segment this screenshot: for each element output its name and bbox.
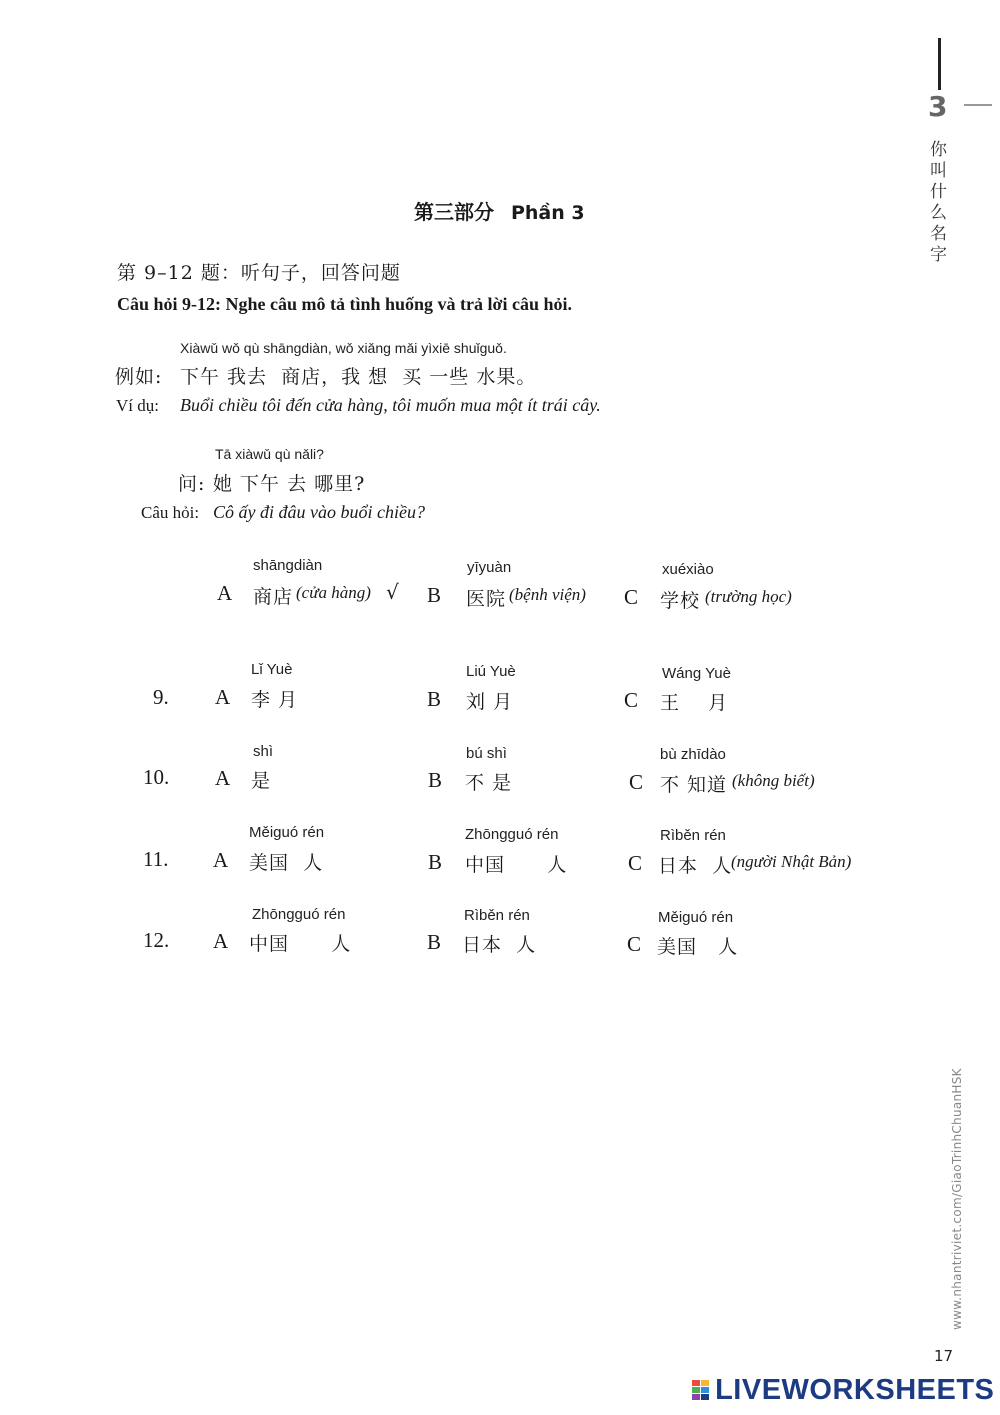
section-title: [414, 196, 585, 225]
option-letter: C: [624, 688, 639, 712]
option-vi: (người Nhật Bản): [731, 852, 852, 871]
option-cn: 日本 人: [658, 855, 733, 877]
option-letter: C: [624, 585, 639, 609]
option-cn: 刘 月: [466, 691, 514, 713]
chapter-title-char: 名: [930, 224, 947, 244]
example-label-vi: Ví dụ:: [116, 396, 159, 415]
option-pinyin: shì: [253, 743, 274, 760]
option-letter: A: [213, 929, 229, 953]
option-cn: 李 月: [251, 689, 299, 711]
question-number: 10.: [143, 765, 170, 789]
option-cn: 日本 人: [462, 934, 537, 956]
instructions-cn: 第 9–12 题：听句子，回答问题: [117, 262, 401, 284]
option-letter: A: [215, 766, 231, 790]
option-letter: B: [427, 930, 442, 954]
option-cn: 不 是: [465, 772, 513, 794]
option-pinyin: bú shì: [466, 745, 507, 762]
example-pinyin: Xiàwǔ wǒ qù shāngdiàn, wǒ xiǎng mǎi yìxiē shuǐguǒ.: [180, 340, 507, 356]
option-cn: 王 月: [660, 692, 729, 714]
chapter-title-char: 么: [930, 203, 947, 223]
question-label-cn: 问:: [178, 473, 206, 495]
option-letter: A: [217, 581, 233, 605]
question-pinyin: Tā xiàwǔ qù nǎli?: [215, 446, 324, 462]
option-pinyin: yīyuàn: [467, 559, 512, 576]
option-pinyin: Měiguó rén: [658, 909, 734, 926]
option-cn: 不 知道: [660, 774, 728, 796]
question-number: 9.: [153, 685, 169, 709]
option-letter: A: [215, 685, 231, 709]
chapter-title-char: 字: [930, 245, 947, 265]
option-pinyin: Rìběn rén: [660, 827, 726, 844]
question-label-vi: Câu hỏi:: [141, 503, 200, 522]
option-letter: B: [427, 687, 442, 711]
option-cn: 中国 人: [465, 854, 568, 876]
question-cn: 她 下午 去 哪里?: [213, 473, 366, 495]
page-number: 17: [934, 1347, 954, 1365]
option-pinyin: xuéxiào: [662, 561, 714, 578]
section-title-vi: Phần 3: [510, 202, 585, 224]
example-label-cn: 例如:: [115, 366, 163, 388]
option-letter: C: [628, 851, 643, 875]
option-pinyin: Zhōngguó rén: [465, 826, 559, 843]
option-vi: (cửa hàng): [296, 583, 371, 602]
chapter-title-char: 叫: [930, 161, 947, 181]
option-cn: 学校: [660, 590, 701, 612]
option-letter: C: [629, 770, 644, 794]
option-pinyin: Liú Yuè: [466, 663, 516, 680]
option-letter: B: [427, 583, 442, 607]
checkmark-icon: √: [386, 580, 399, 604]
liveworksheets-logo-text: LIVEWORKSHEETS: [715, 1374, 995, 1406]
chapter-title-char: 什: [930, 182, 947, 202]
option-pinyin: Wáng Yuè: [662, 665, 731, 682]
option-vi: (trường học): [705, 587, 792, 606]
example-sentence-cn: 下午 我去 商店，我 想 买 一些 水果。: [180, 366, 537, 388]
option-pinyin: Lǐ Yuè: [251, 661, 293, 678]
liveworksheets-logo: [692, 1374, 994, 1407]
chapter-number: 3: [928, 90, 948, 123]
chapter-tab-dash: [964, 104, 992, 106]
option-letter: B: [428, 850, 443, 874]
option-vi: (không biết): [732, 771, 815, 790]
option-vi: (bệnh viện): [509, 585, 586, 604]
option-cn: 美国 人: [657, 936, 739, 958]
option-cn: 是: [251, 770, 272, 792]
chapter-tab-line-top: [938, 38, 941, 90]
option-letter: C: [627, 932, 642, 956]
option-pinyin: shāngdiàn: [253, 557, 323, 574]
option-cn: 美国 人: [249, 852, 324, 874]
option-cn: 商店: [253, 586, 294, 608]
option-pinyin: Rìběn rén: [464, 907, 530, 924]
option-letter: A: [213, 848, 229, 872]
option-letter: B: [428, 768, 443, 792]
example-sentence-vi: Buổi chiều tôi đến cửa hàng, tôi muốn mua một ít trái cây.: [180, 395, 601, 415]
section-title-cn: 第三部分: [414, 200, 494, 224]
liveworksheets-logo-icon: [692, 1380, 710, 1402]
option-pinyin: Měiguó rén: [249, 824, 325, 841]
option-cn: 中国 人: [249, 933, 352, 955]
question-vi: Cô ấy đi đâu vào buổi chiều?: [213, 502, 425, 522]
chapter-title-vertical: [930, 140, 950, 266]
side-url: www.nhantriviet.com/GiaoTrinhChuanHSK: [950, 1068, 964, 1330]
option-cn: 医院: [466, 588, 507, 610]
question-number: 11.: [143, 847, 169, 871]
question-number: 12.: [143, 928, 170, 952]
option-pinyin: bù zhīdào: [660, 746, 726, 763]
chapter-title-char: 你: [930, 140, 947, 160]
option-pinyin: Zhōngguó rén: [252, 906, 346, 923]
instructions-vi: Câu hỏi 9-12: Nghe câu mô tả tình huống và trả lời câu hỏi.: [117, 294, 573, 314]
